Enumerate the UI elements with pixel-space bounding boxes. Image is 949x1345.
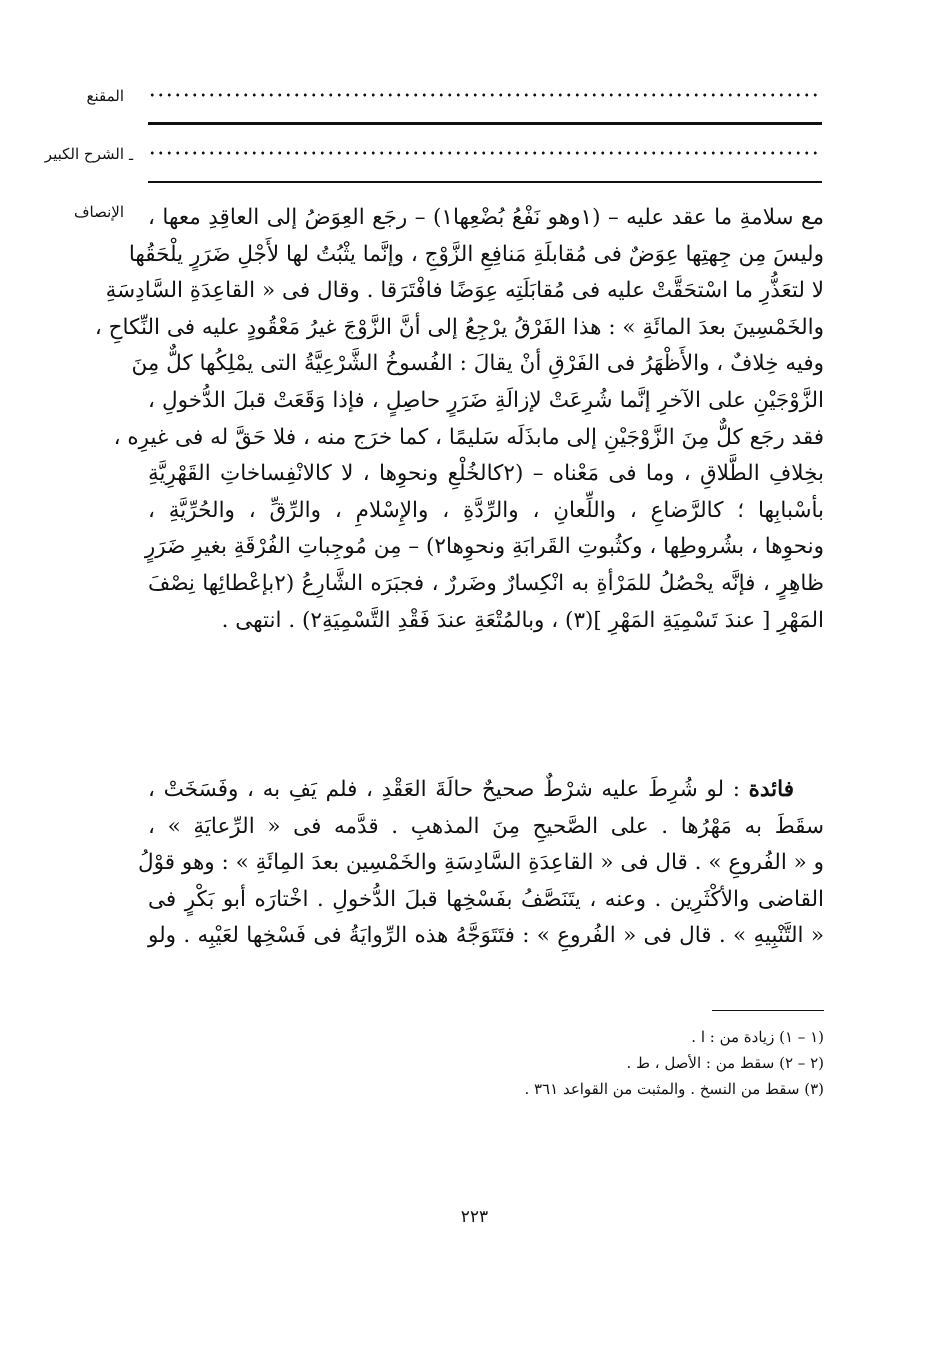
text-line: و « الفُروعِ » . قال فى « القاعِدَةِ السَّادِسَةِ والخَمْسِين بعدَ المِائَةِ » : وهو قوْلُ: [138, 850, 824, 876]
faida-line-0: : لو شُرِطَ عليه شرْطٌ صحيحٌ حالَةَ العَقْدِ ، فلم يَفِ به ، وفَسَخَتْ ،: [148, 777, 740, 802]
section-label-sharh-text: الشرح الكبير: [44, 145, 124, 163]
text-line: والخَمْسِينَ بعدَ المائَةِ » : هذا الفَرْقُ يرْجِعُ إلى أنَّ الزَّوْجَ غيرُ مَعْقُودٍ عليه فى النِّكاحِ ،: [94, 314, 824, 340]
section-label-sharh: [14, 145, 124, 163]
text-line: فقد رجَع كلٌّ مِنَ الزَّوْجَيْنِ إلى مابذَلَه سَليمًا ، كما خرَج منه ، فلا حَقَّ له فى غيرِه ،: [113, 424, 824, 450]
text-line: ونحوِها ، بشُروطِها ، وكثُبوتِ القَرابَةِ ونحوِها٢) – مِن مُوجِباتِ الفُرْقَةِ بغيرِ ضَرَرٍ: [144, 534, 824, 560]
text-line: سقَطَ به مَهْرُها . على الصَّحيحِ مِنَ المذهبِ . قدَّمه فى « الرِّعايَةِ » ،: [148, 813, 824, 839]
text-line: بخِلافِ الطَّلاقِ ، وما فى مَعْناه – (٢كالخُلْعِ ونحوِها ، لا كالانْفِساخاتِ القَهْرِيَّةِ: [148, 461, 824, 487]
text-line: ظاهِرٍ ، فإنَّه يحْصُلُ للمَرْأةِ به انْكِسارٌ وضَررٌ ، فجبَرَه الشَّارِعُ (٢بإعْطائِها نِصْفَ: [148, 570, 824, 596]
muqni-dotted-line: [148, 93, 820, 97]
text-line: القاضى والأكْثَرِين . وعنه ، يتَنَصَّفُ بفَسْخِها قبلَ الدُّخولِ . اخْتارَه أبو بَكْرٍ فى: [148, 886, 825, 912]
section-label-insaf: الإنصاف: [73, 203, 124, 221]
text-line: الزَّوْجَيْنِ على الآخرِ إنَّما شُرِعَتْ لإزالَةِ ضَرَرٍ حاصِلٍ ، فإذا وَقَعَتْ قبلَ الدُّخولِ ،: [148, 387, 824, 413]
footnote-divider: [712, 1010, 824, 1011]
sharh-dotted-line: [148, 151, 820, 155]
sharh-mark: ـ: [129, 148, 134, 164]
thick-divider: [148, 122, 822, 125]
footnote: (٣) سقط من النسخ . والمثبت من القواعد ٣٦١ .: [524, 1080, 824, 1098]
text-line: وليسَ مِن جِهتِها عِوَضٌ فى مُقابلَةِ مَنافِعِ الزَّوْجِ ، وإنَّما يثْبُتُ لها لأَجْلِ ضَرَرٍ يلْحَقُها: [128, 241, 824, 267]
footnotes: [148, 1024, 824, 1102]
text-line: لا لتعَذُّرِ ما اسْتحَقَّتْ عليه فى مُقابَلَتِه عِوَضًا فافْتَرَقا . وقال فى « القاعِدَةِ السَّادِسَةِ: [105, 278, 824, 304]
faida-label: فائدة: [748, 777, 794, 802]
page-number: ٢٢٣: [460, 1207, 489, 1227]
text-line: المَهْرِ [ عندَ تَسْمِيَةِ المَهْرِ ](٣) ، وبالمُتْعَةِ عندَ فَقْدِ التَّسْمِيَةِ٢) . انتهى .: [221, 607, 824, 633]
footnote: (١ – ١) زيادة من : ا .: [691, 1028, 824, 1046]
text-line: مع سلامةِ ما عقد عليه – (١وهو نَفْعُ بُضْعِها١) – رجَع العِوَضُ إلى العاقِدِ معها ،: [148, 205, 824, 230]
text-line: « التَّنْبِيهِ » . قال فى « الفُروعِ » : فتَتَوَجَّهُ هذه الرِّوايَةُ فى فَسْخِها لعَيْبِه . ولو: [148, 923, 824, 949]
faida-first-line: [148, 772, 824, 809]
thin-divider: [148, 181, 822, 183]
footnote: (٢ – ٢) سقط من : الأصل ، ط .: [626, 1054, 824, 1072]
text-line: بأسْبابِها ؛ كالرَّضاعِ ، واللِّعانِ ، والرِّدَّةِ ، والإِسْلامِ ، والرِّقِّ ، والحُرِّيَّةِ ،: [148, 497, 824, 523]
faida-paragraph: [138, 772, 825, 955]
text-line: وفيه خِلافٌ ، والأَظْهَرُ فى الفَرْقِ أنْ يقالَ : الفُسوخُ الشَّرْعِيَّةُ التى يمْلِكُها كلٌّ مِنَ: [131, 351, 824, 377]
section-label-muqni: المقنع: [86, 87, 124, 105]
